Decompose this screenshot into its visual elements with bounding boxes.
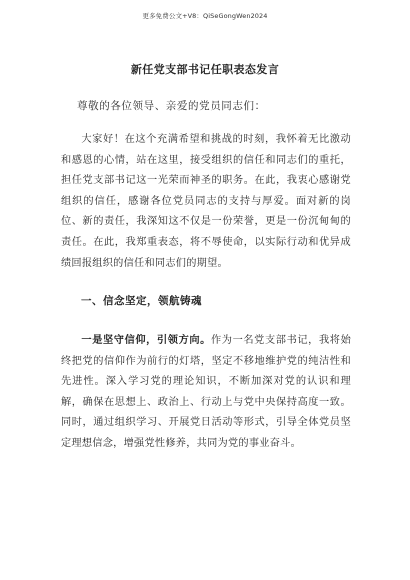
body-paragraph bbox=[61, 330, 351, 455]
paragraph-lead: 一是坚守信仰，引领方向。 bbox=[81, 334, 211, 346]
section-heading: 一、信念坚定，领航铸魂 bbox=[81, 295, 202, 307]
opening-paragraph: 大家好！在这个充满希望和挑战的时刻，我怀着无比激动和感恩的心情，站在这里，接受组织的信任和同志们的重托，担任党支部书记这一光荣而神圣的职务。在此，我衷心感谢党组织的信任，感谢各位党员同志的支持与厚爱。面对新的岗位、新的责任，我深知这不仅是一份荣誉，更是一份沉甸甸的责任。在此，我郑重表态，将不辱使命，以实际行动和优异成绩回报组织的信任和同志们的期望。 bbox=[61, 134, 351, 269]
header-note: 更多免费公文+V8：QiSeGongWen2024 bbox=[142, 12, 268, 20]
document-title: 新任党支部书记任职表态发言 bbox=[130, 63, 280, 76]
paragraph-body: 作为一名党支部书记，我将始终把党的信仰作为前行的灯塔，坚定不移地维护党的纯洁性和先进性。深入学习党的理论知识，不断加深对党的认识和理解，确保在思想上、政治上、行动上与党中央保持高度一致。同时，通过组织学习、开展党日活动等形式，引导全体党员坚定理想信念，增强党性修养，共同为党的事业奋斗。 bbox=[61, 335, 352, 449]
salutation: 尊敬的各位领导、亲爱的党员同志们： bbox=[77, 100, 266, 112]
